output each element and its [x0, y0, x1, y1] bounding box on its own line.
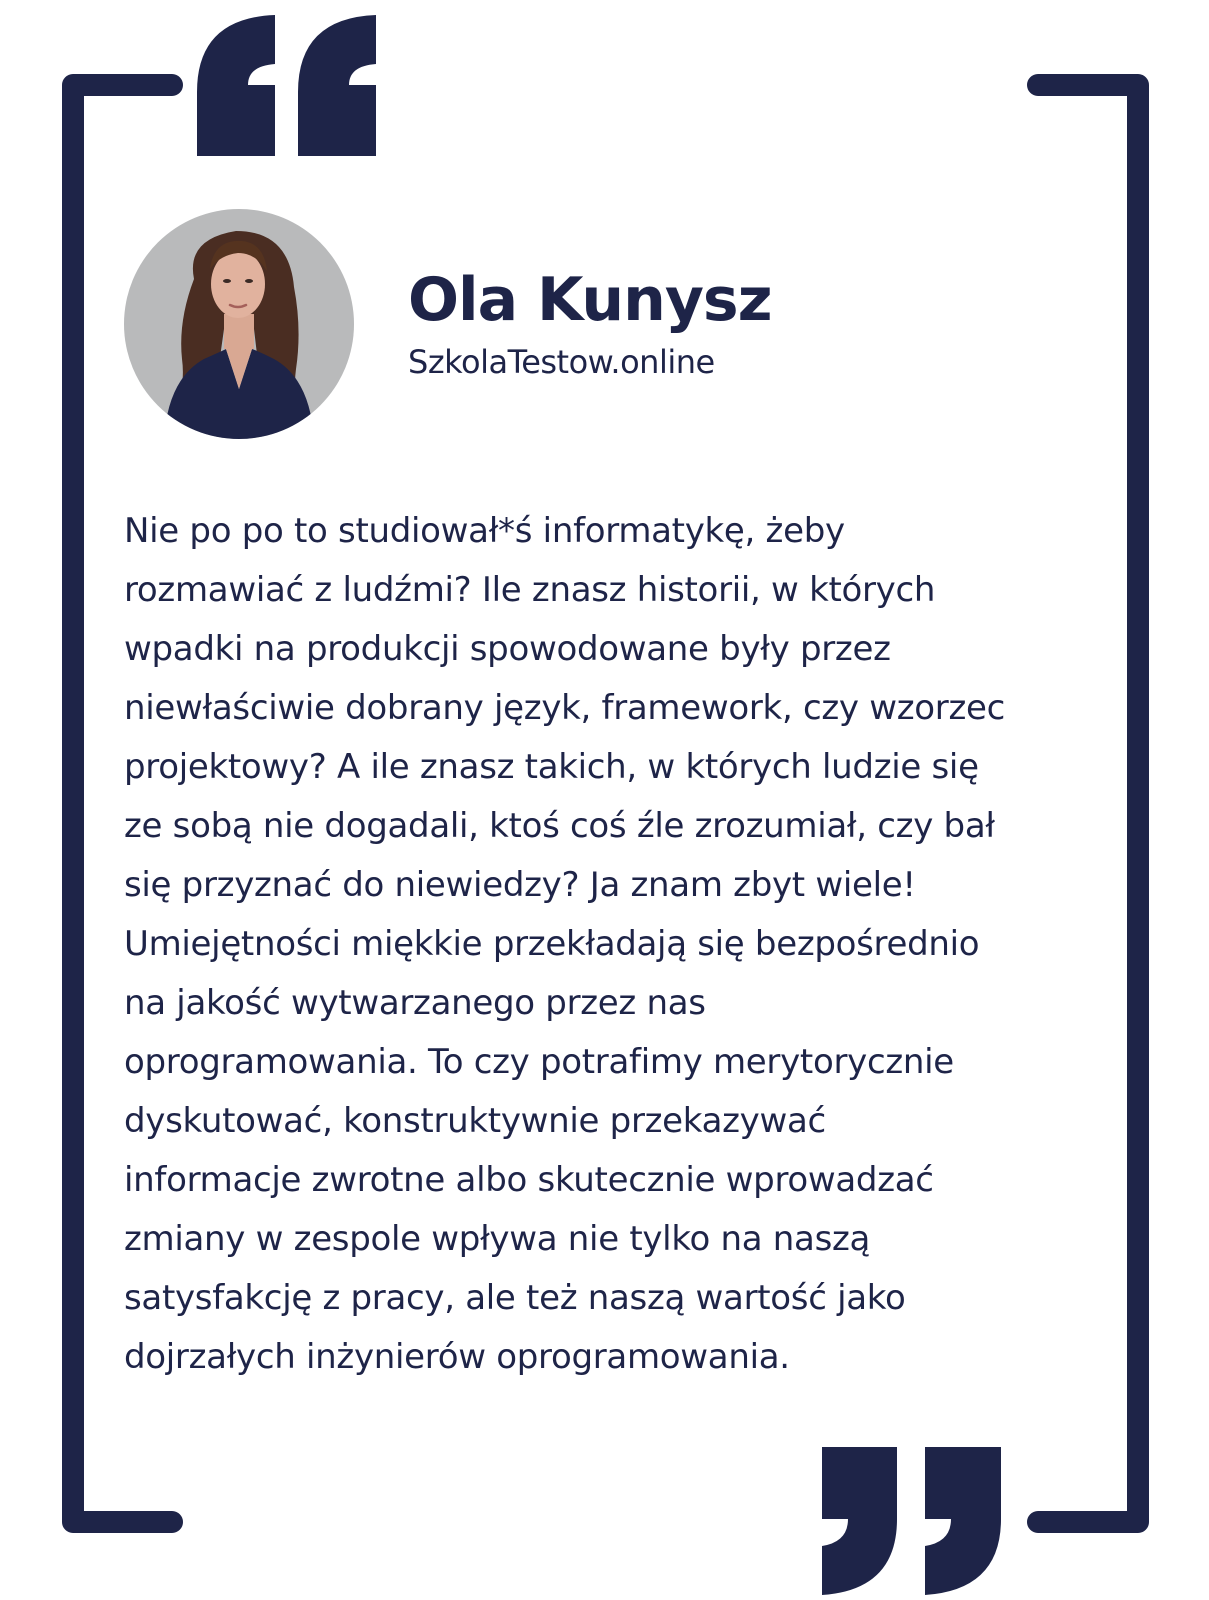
- portrait-photo: [124, 209, 354, 439]
- quote-line: dyskutować, konstruktywnie przekazywać: [124, 1101, 826, 1141]
- quote-line: niewłaściwie dobrany język, framework, czy wzorzec: [124, 688, 1006, 728]
- author-name: Ola Kunysz: [408, 265, 772, 335]
- closing-quote-icon: [822, 1447, 1001, 1595]
- quote-line: rozmawiać z ludźmi? Ile znasz historii, w których: [124, 570, 936, 610]
- quote-line: satysfakcję z pracy, ale też naszą wartość jako: [124, 1278, 906, 1318]
- quote-line: Umiejętności miękkie przekładają się bezpośrednio: [124, 924, 980, 964]
- author-website: SzkolaTestow.online: [408, 343, 715, 381]
- quote-line: Nie po po to studiował*ś informatykę, żeby: [124, 511, 845, 551]
- quote-line: informacje zwrotne albo skutecznie wprowadzać: [124, 1160, 934, 1200]
- quote-line: się przyznać do niewiedzy? Ja znam zbyt wiele!: [124, 865, 916, 905]
- quote-line: na jakość wytwarzanego przez nas: [124, 983, 706, 1023]
- quote-line: ze sobą nie dogadali, ktoś coś źle zrozumiał, czy bał: [124, 806, 995, 846]
- quote-line: zmiany w zespole wpływa nie tylko na naszą: [124, 1219, 871, 1259]
- quote-text: [124, 502, 1104, 1387]
- quote-line: projektowy? A ile znasz takich, w których ludzie się: [124, 747, 979, 787]
- quote-line: oprogramowania. To czy potrafimy merytorycznie: [124, 1042, 954, 1082]
- avatar: [124, 209, 354, 439]
- quote-line: dojrzałych inżynierów oprogramowania.: [124, 1337, 790, 1377]
- quote-line: wpadki na produkcji spowodowane były przez: [124, 629, 891, 669]
- opening-quote-icon: [197, 15, 376, 156]
